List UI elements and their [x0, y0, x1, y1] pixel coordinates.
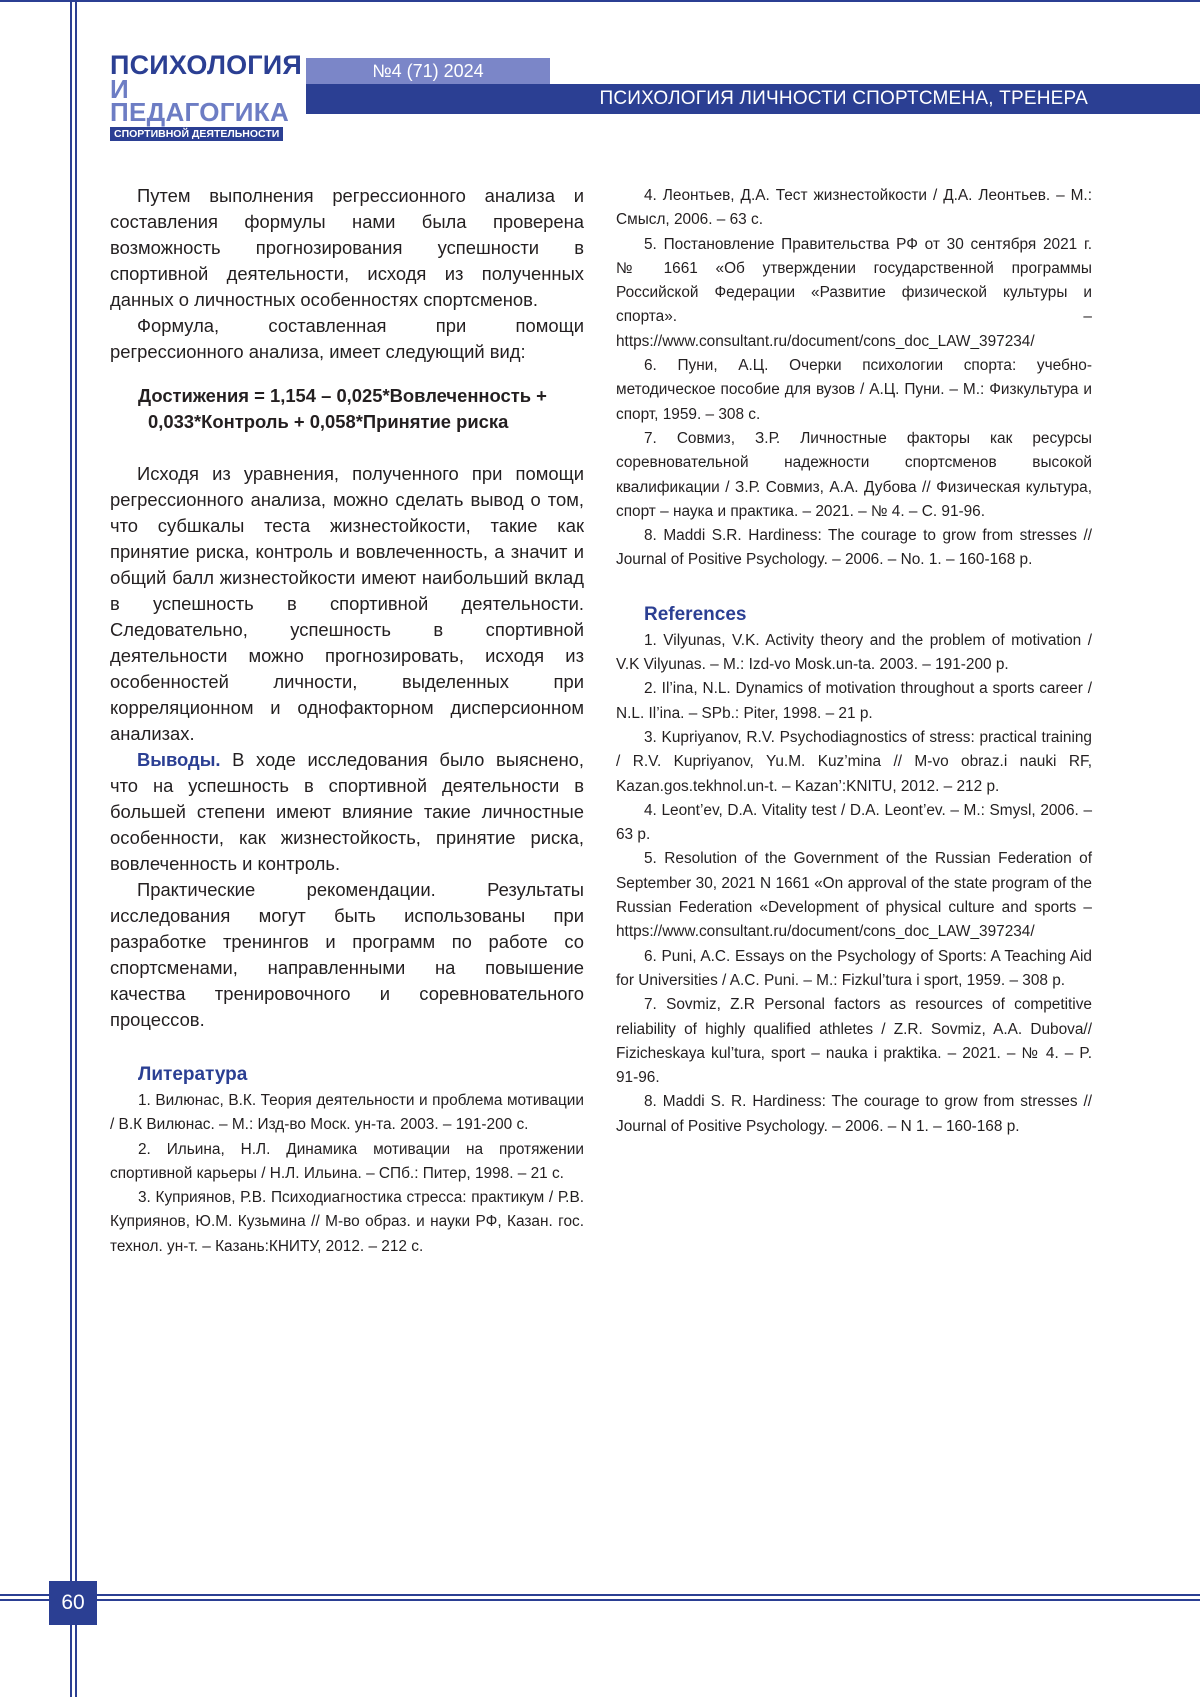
- reference-item: 7. Sovmiz, Z.R Personal factors as resources of competitive reliability of highly qualified athletes / Z.R. Sovmiz, A.A. Dubova// Fizicheskaya kul’tura, sport – nauka i praktika. – 2021. – № 4. – P. 91-96.: [616, 996, 1092, 1087]
- literature-item: 7. Совмиз, З.Р. Личностные факторы как ресурсы соревновательной надежности спортсменов высокой квалификации / З.Р. Совмиз, А.А. Дубова // Физическая культура, спорт – наука и практика. – 2021. – № 4. – С. 91-96.: [616, 429, 1092, 520]
- frame-line-bottom-inner: [0, 1599, 1200, 1601]
- frame-line-top: [0, 0, 1200, 2]
- issue-number: №4 (71) 2024: [306, 58, 550, 84]
- left-column: [110, 183, 584, 1259]
- references-heading: References: [644, 603, 747, 625]
- formula-line-2: 0,033*Контроль + 0,058*Принятие риска: [148, 411, 509, 432]
- literature-item: 6. Пуни, А.Ц. Очерки психологии спорта: учебно-методическое пособие для вузов / А.Ц. Пуни. – М.: Физкультура и спорт, 1959. – 308 с.: [616, 357, 1092, 423]
- frame-line-left-inner: [75, 0, 77, 1697]
- journal-logo: [110, 50, 303, 142]
- literature-item: 3. Куприянов, Р.В. Психодиагностика стресса: практикум / Р.В. Куприянов, Ю.М. Кузьмина // М-во образ. и науки РФ, Казан. гос. технол. ун-т. – Казань:КНИТУ, 2012. – 212 с.: [110, 1189, 584, 1255]
- reference-item: 2. Il’ina, N.L. Dynamics of motivation throughout a sports career / N.L. Il’ina. – SPb.: Piter, 1998. – 21 p.: [616, 680, 1092, 722]
- reference-item: 1. Vilyunas, V.K. Activity theory and the problem of motivation / V.K Vilyunas. – M.: Izd-vo Mosk.un-ta. 2003. – 191-200 p.: [616, 631, 1092, 674]
- paragraph-formula-intro: Формула, составленная при помощи регрессионного анализа, имеет следующий вид:: [110, 315, 584, 362]
- frame-line-left-outer: [70, 0, 72, 1697]
- literature-item: 8. Maddi S.R. Hardiness: The courage to grow from stresses // Journal of Positive Psychology. – 2006. – No. 1. – 160-168 p.: [616, 527, 1092, 569]
- conclusions-text: В ходе исследования было выяснено, что на успешность в спортивной деятельности в большей степени имеют влияние такие личностные особенности, как жизнестойкость, принятие риска, вовлеченность и контроль.: [110, 749, 584, 874]
- paragraph-recommendations: Практические рекомендации. Результаты исследования могут быть использованы при разработке тренингов и программ по работе со спортсменами, направленными на повышение качества тренировочного и соревновательного процессов.: [110, 879, 584, 1030]
- logo-title-line2: И ПЕДАГОГИКА: [110, 74, 290, 127]
- literature-heading: Литература: [138, 1064, 248, 1085]
- formula-line-1: Достижения = 1,154 – 0,025*Вовлеченность +: [138, 385, 547, 406]
- reference-item: 6. Puni, A.C. Essays on the Psychology of Sports: A Teaching Aid for Universities / A.C. Puni. – M.: Fizkul’tura i sport, 1959. – 308 p.: [616, 947, 1092, 989]
- right-column: [616, 184, 1092, 1139]
- section-title: ПСИХОЛОГИЯ ЛИЧНОСТИ СПОРТСМЕНА, ТРЕНЕРА: [599, 88, 1088, 109]
- paragraph-conclusions: [110, 747, 584, 877]
- literature-item: 4. Леонтьев, Д.А. Тест жизнестойкости / Д.А. Леонтьев. – М.: Смысл, 2006. – 63 с.: [616, 187, 1092, 229]
- literature-item: 2. Ильина, Н.Л. Динамика мотивации на протяжении спортивной карьеры / Н.Л. Ильина. – СПб.: Питер, 1998. – 21 с.: [110, 1140, 584, 1182]
- paragraph-equation-conclusion: Исходя из уравнения, полученного при помощи регрессионного анализа, можно сделать вывод о том, что субшкалы теста жизнестойкости, такие как принятие риска, контроль и вовлеченность, а значит и общий балл жизнестойкости имеют наибольший вклад в успешность в спортивной деятельности. Следовательно, успешность в спортивной деятельности можно прогнозировать, исходя из особенностей личности, выделенных при корреляционном и однофакторном дисперсионном анализах.: [110, 463, 584, 744]
- page-number: 60: [49, 1581, 97, 1625]
- logo-title-line3: СПОРТИВНОЙ ДЕЯТЕЛЬНОСТИ: [110, 127, 283, 141]
- frame-line-bottom-outer: [0, 1594, 1200, 1596]
- reference-item: 4. Leont’ev, D.A. Vitality test / D.A. Leont’ev. – M.: Smysl, 2006. – 63 p.: [616, 801, 1092, 844]
- literature-item: 5. Постановление Правительства РФ от 30 сентября 2021 г. № 1661 «Об утверждении государственной программы Российской Федерации «Развитие физической культуры и спорта». – https://www.consultant.ru/document/cons_doc_LAW_397234/: [616, 235, 1092, 350]
- reference-item: 3. Kupriyanov, R.V. Psychodiagnostics of stress: practical training / R.V. Kupriyanov, Yu.M. Kuz’mina // M-vo obraz.i nauki RF, Kazan.gos.tekhnol.un-t. – Kazan’:KNITU, 2012. – 212 p.: [616, 728, 1092, 795]
- literature-item: 1. Вилюнас, В.К. Теория деятельности и проблема мотивации / В.К Вилюнас. – М.: Изд-во Моск. ун-та. 2003. – 191-200 с.: [110, 1092, 584, 1134]
- reference-item: 8. Maddi S. R. Hardiness: The courage to grow from stresses // Journal of Positive Psychology. – 2006. – N 1. – 160-168 p.: [616, 1093, 1092, 1135]
- reference-item: 5. Resolution of the Government of the Russian Federation of September 30, 2021 N 1661 «On approval of the state program of the Russian Federation «Development of physical culture and sports – https://www.consultant.ru/document/cons_doc_LAW_397234/: [616, 850, 1092, 941]
- paragraph-regression: Путем выполнения регрессионного анализа и составления формулы нами была проверена возможность прогнозирования успешности в спортивной деятельности, исходя из полученных данных о личностных особенностях спортсменов.: [110, 185, 584, 310]
- conclusions-label: Выводы.: [137, 749, 221, 770]
- logo-title-line1: ПСИХОЛОГИЯ: [110, 50, 303, 80]
- regression-formula: [138, 383, 584, 435]
